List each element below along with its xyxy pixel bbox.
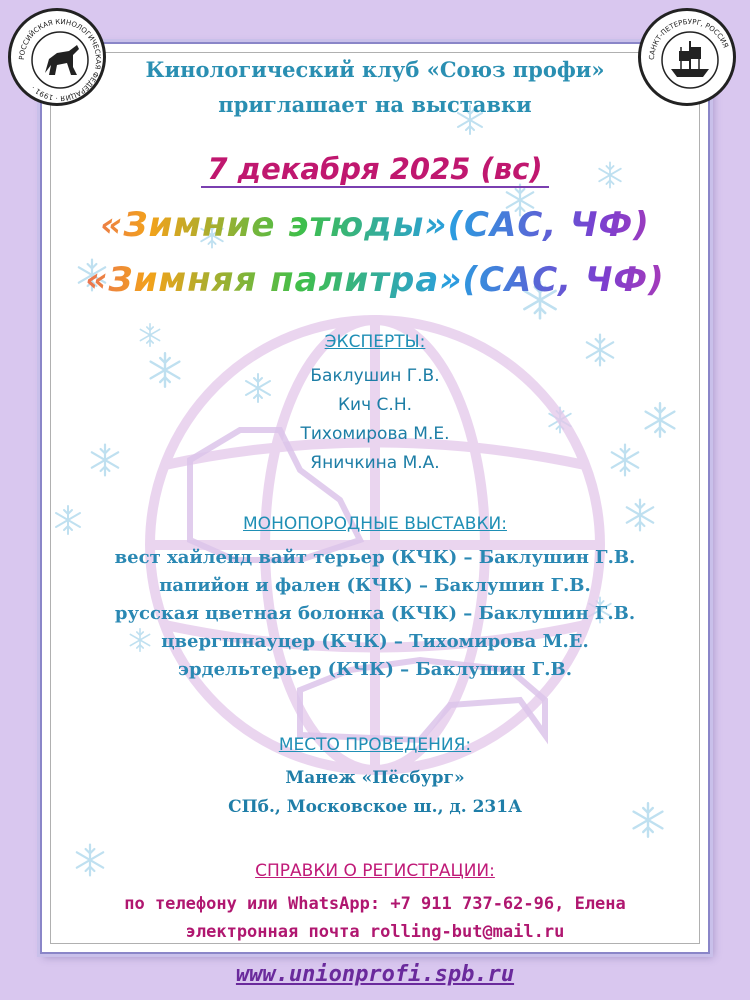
venue-heading: МЕСТО ПРОВЕДЕНИЯ: bbox=[278, 735, 472, 755]
monobreed-item: русская цветная болонка (КЧК) – Баклушин Г.В. bbox=[114, 603, 636, 624]
svg-text:САНКТ-ПЕТЕРБУРГ, РОССИЯ: САНКТ-ПЕТЕРБУРГ, РОССИЯ bbox=[647, 17, 730, 61]
monobreed-item: папийон и фален (КЧК) – Баклушин Г.В. bbox=[159, 575, 591, 596]
website-link[interactable]: www.unionprofi.spb.ru bbox=[235, 962, 515, 987]
registration-email[interactable]: электронная почта rolling-but@mail.ru bbox=[185, 922, 565, 942]
show-title-2: «Зимняя палитра»(САС, ЧФ) bbox=[0, 260, 750, 300]
expert-name: Баклушин Г.В. bbox=[310, 366, 440, 386]
monobreed-item: цвергшнауцер (КЧК) – Тихомирова М.Е. bbox=[161, 631, 589, 652]
venue-name: Манеж «Пёсбург» bbox=[285, 768, 465, 788]
expert-name: Тихомирова М.Е. bbox=[300, 424, 450, 444]
svg-text:РОССИЙСКАЯ КИНОЛОГИЧЕСКАЯ ФЕДЕ: РОССИЙСКАЯ КИНОЛОГИЧЕСКАЯ ФЕДЕРАЦИЯ · 1991 · bbox=[17, 17, 103, 103]
monobreed-heading: МОНОПОРОДНЫЕ ВЫСТАВКИ: bbox=[243, 514, 507, 534]
expert-name: Кич С.Н. bbox=[337, 395, 413, 415]
expert-name: Яничкина М.А. bbox=[310, 453, 440, 473]
event-date bbox=[0, 152, 750, 186]
registration-phone: по телефону или WhatsApp: +7 911 737-62-96, Елена bbox=[124, 894, 626, 914]
experts-heading: ЭКСПЕРТЫ: bbox=[324, 332, 426, 352]
club-name: Кинологический клуб «Союз профи» bbox=[145, 57, 605, 82]
event-date-text: 7 декабря 2025 (вс) bbox=[201, 152, 548, 188]
venue-address: СПб., Московское ш., д. 231А bbox=[228, 797, 522, 817]
globe-emblem bbox=[150, 320, 600, 770]
monobreed-item: эрдельтерьер (КЧК) – Баклушин Г.В. bbox=[178, 659, 572, 680]
invitation-subtitle: приглашает на выставки bbox=[218, 92, 532, 117]
monobreed-item: вест хайленд вайт терьер (КЧК) – Баклушин Г.В. bbox=[114, 547, 636, 568]
show-title-1: «Зимние этюды»(САС, ЧФ) bbox=[0, 205, 750, 245]
registration-heading: СПРАВКИ О РЕГИСТРАЦИИ: bbox=[255, 861, 495, 881]
